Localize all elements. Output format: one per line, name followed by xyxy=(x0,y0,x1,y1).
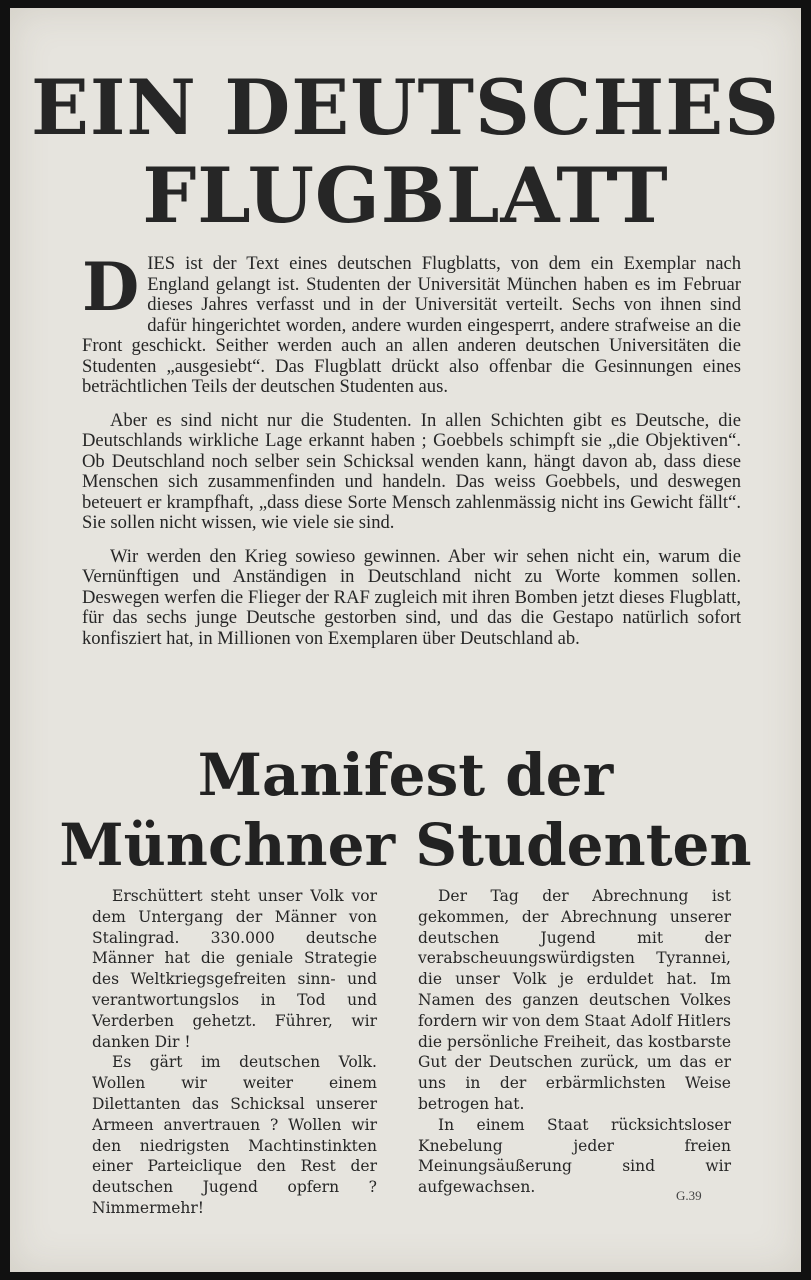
leaflet-code: G.39 xyxy=(676,1188,702,1203)
manifest-title-line-1: Manifest der xyxy=(197,741,614,809)
intro-paragraph xyxy=(82,248,741,398)
headline-line-2: FLUGBLATT xyxy=(142,151,669,240)
intro-paragraph: Aber es sind nicht nur die Studenten. In allen Schichten gibt es Deutsche, die Deutschlands wirkliche Lage erkannt haben ; Goebbels schimpft sie „die Objektiven“. Ob Deutschland noch selber sein Schicksal wenden kann, hängt davon ab, dass diese Menschen sich zusammenfinden und handeln. Das weiss Goebbels, und deswegen beteuert er krampfhaft, „dass diese Sorte Mensch zahlenmässig nicht ins Gewicht fällt“. Sie sollen nicht wissen, wie viele sie sind. xyxy=(82,409,741,533)
intro-paragraph: Wir werden den Krieg sowieso gewinnen. Aber wir sehen nicht ein, warum die Vernünftigen und Anständigen in Deutschland nicht zu Worte kommen sollen. Deswegen werfen die Flieger der RAF zugleich mit ihren Bomben jetzt dieses Flugblatt, für das sechs junge Deutsche gestorben sind, und das die Gestapo natürlich sofort konfisziert hat, in Millionen von Exemplaren über Deutschland ab. xyxy=(82,545,741,649)
manifest-paragraph: Es gärt im deutschen Volk. Wollen wir weiter einem Dilettanten das Schicksal unserer Armeen anvertrauen ? Wollen wir den niedrigsten Machtinstinkten einer Parteiclique den Rest der deutschen Jugend opfern ? Nimmermehr! xyxy=(92,1053,377,1217)
intro-paragraph-text: IES ist der Text eines deutschen Flugblatts, von dem ein Exemplar nach England gelangt ist. Studenten der Universität München haben es im Februar dieses Jahres verfasst und in der Universität verteilt. Sechs von ihnen sind dafür hingerichtet worden, andere wurden eingesperrt, andere strafweise an die Front geschickt. Seither werden auch an allen anderen deutschen Universitäten die Studenten „ausgesiebt“. Das Flugblatt drückt also offenbar die Gesinnungen eines beträchtlichen Teils der deutschen Studenten aus. xyxy=(82,253,741,397)
manifest-right-column xyxy=(418,886,731,1198)
manifest-paragraph: Der Tag der Abrechnung ist gekommen, der Abrechnung unserer deutschen Jugend mit der verabscheuungswürdigsten Tyrannei, die unser Volk je erduldet hat. Im Namen des ganzen deutschen Volkes fordern wir von dem Staat Adolf Hitlers die persönliche Freiheit, das kostbarste Gut der Deutschen zurück, um das er uns in der erbärmlichsten Weise betrogen hat. xyxy=(418,887,731,1113)
headline-line-1: EIN DEUTSCHES xyxy=(30,63,781,152)
intro-text xyxy=(82,248,741,662)
drop-cap: D xyxy=(82,248,140,326)
manifest-title-line-2: Münchner Studenten xyxy=(59,811,752,879)
leaflet-page xyxy=(10,8,801,1272)
manifest-paragraph: In einem Staat rücksichtsloser Knebelung jeder freien Meinungsäußerung sind wir aufgewachsen. xyxy=(418,1115,731,1197)
manifest-left-column xyxy=(92,886,377,1219)
manifest-paragraph: Erschüttert steht unser Volk vor dem Untergang der Männer von Stalingrad. 330.000 deutsche Männer hat die geniale Strategie des Weltkriegsgefreiten sinn- und verantwortungslos in Tod und Verderben gehetzt. Führer, wir danken Dir ! xyxy=(92,887,377,1051)
